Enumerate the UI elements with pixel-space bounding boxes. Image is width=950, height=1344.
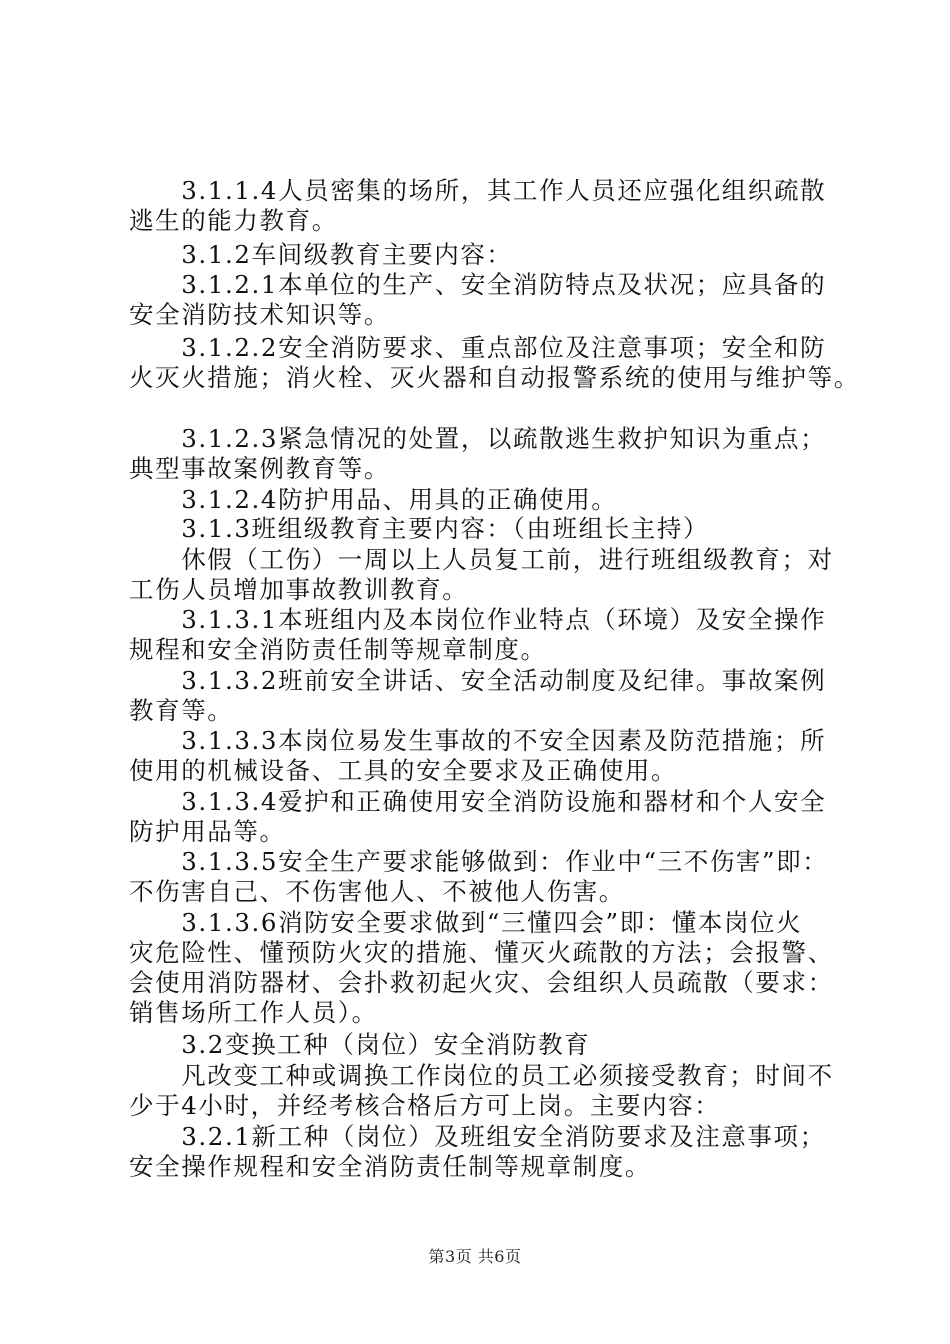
text-line: 3.1.3.1本班组内及本岗位作业特点（环境）及安全操作 — [129, 605, 827, 634]
paragraph-3-1-2 — [129, 240, 829, 270]
text-line: 3.1.1.4人员密集的场所，其工作人员还应强化组织疏散 — [129, 176, 827, 205]
text-line: 3.1.2.1本单位的生产、安全消防特点及状况；应具备的 — [129, 270, 827, 299]
text-line: 会使用消防器材、会扑救初起火灾、会组织人员疏散（要求： — [129, 968, 834, 997]
text-line: 3.1.3.3本岗位易发生事故的不安全因素及防范措施；所 — [129, 726, 827, 755]
text-line: 火灭火措施；消火栓、灭火器和自动报警系统的使用与维护等。 — [129, 363, 860, 392]
text-line: 3.1.3.4爱护和正确使用安全消防设施和器材和个人安全 — [129, 787, 827, 816]
paragraph-job-change — [129, 1061, 834, 1121]
paragraph-3-2 — [129, 1030, 829, 1060]
text-line: 3.2.1新工种（岗位）及班组安全消防要求及注意事项； — [129, 1122, 826, 1151]
text-line: 3.1.2.2安全消防要求、重点部位及注意事项；安全和防 — [129, 333, 827, 362]
paragraph-3-1-2-1 — [129, 270, 829, 330]
paragraph-3-2-1 — [129, 1122, 829, 1182]
paragraph-3-1-3-4 — [129, 787, 829, 847]
text-line: 规程和安全消防责任制等规章制度。 — [129, 635, 547, 664]
text-line: 3.1.3.2班前安全讲话、安全活动制度及纪律。事故案例 — [129, 666, 827, 695]
text-line: 少于4小时，并经考核合格后方可上岗。主要内容： — [129, 1091, 721, 1120]
paragraph-3-1-3 — [129, 514, 829, 544]
text-line: 灾危险性、懂预防火灾的措施、懂灭火疏散的方法；会报警、 — [129, 938, 834, 967]
text-line: 销售场所工作人员）。 — [129, 998, 378, 1027]
text-line: 3.1.2车间级教育主要内容： — [129, 240, 513, 269]
text-line: 防护用品等。 — [129, 817, 286, 846]
paragraph-3-1-2-4 — [129, 485, 829, 515]
paragraph-3-1-3-2 — [129, 666, 829, 726]
paragraph-3-1-3-3 — [129, 726, 829, 786]
paragraph-3-1-3-5 — [129, 847, 829, 907]
text-line: 工伤人员增加事故教训教育。 — [129, 575, 469, 604]
text-line: 安全消防技术知识等。 — [129, 300, 390, 329]
text-line: 休假（工伤）一周以上人员复工前，进行班组级教育；对 — [129, 545, 834, 574]
paragraph-3-1-1-4 — [129, 176, 829, 236]
text-line: 不伤害自己、不伤害他人、不被他人伤害。 — [129, 877, 625, 906]
paragraph-3-1-3-1 — [129, 605, 829, 665]
text-line: 安全操作规程和安全消防责任制等规章制度。 — [129, 1152, 651, 1181]
text-line: 3.1.2.4防护用品、用具的正确使用。 — [129, 485, 618, 514]
text-line: 3.1.3班组级教育主要内容：（由班组长主持） — [129, 514, 710, 543]
paragraph-3-1-3-6 — [129, 908, 834, 1028]
paragraph-3-1-2-3 — [129, 424, 829, 484]
page-footer: 第3页 共6页 — [428, 1247, 522, 1266]
text-line: 典型事故案例教育等。 — [129, 454, 390, 483]
paragraph-3-1-2-2 — [129, 333, 860, 393]
paragraph-leave-return — [129, 545, 834, 605]
text-line: 3.2变换工种（岗位）安全消防教育 — [129, 1030, 591, 1059]
text-line: 教育等。 — [129, 696, 234, 725]
text-line: 使用的机械设备、工具的安全要求及正确使用。 — [129, 756, 678, 785]
text-line: 凡改变工种或调换工作岗位的员工必须接受教育；时间不 — [129, 1061, 834, 1090]
text-line: 3.1.3.5安全生产要求能够做到：作业中“三不伤害”即： — [129, 847, 829, 876]
text-line: 逃生的能力教育。 — [129, 206, 338, 235]
text-line: 3.1.2.3紧急情况的处置，以疏散逃生救护知识为重点； — [129, 424, 827, 453]
text-line: 3.1.3.6消防安全要求做到“三懂四会”即：懂本岗位火 — [129, 908, 803, 937]
